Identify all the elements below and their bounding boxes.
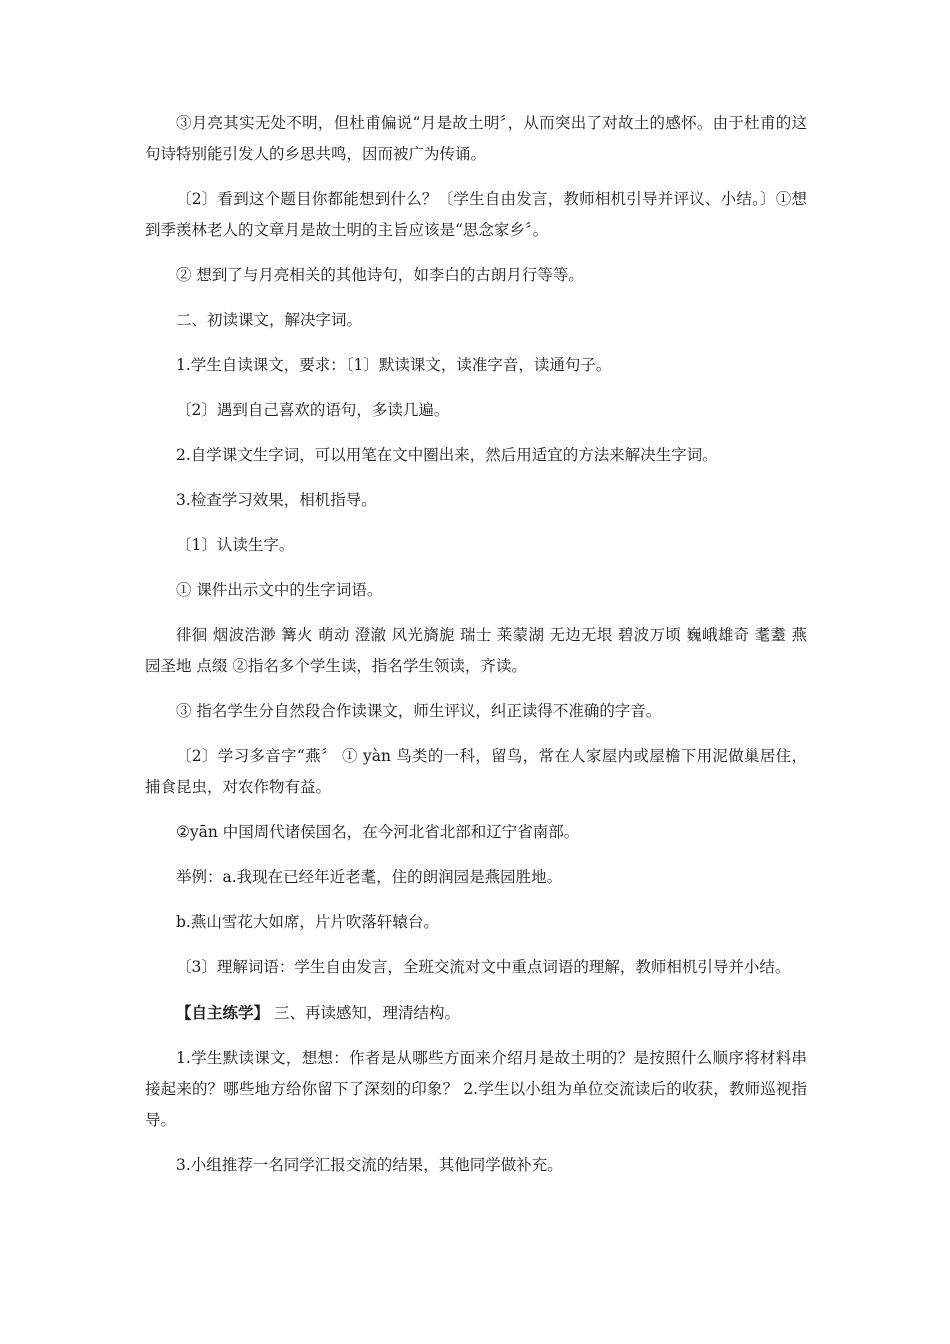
- paragraph-silent-reading: 1.学生默读课文，想想：作者是从哪些方面来介绍月是故土明的？是按照什么顺序将材料串接起来的？哪些地方给你留下了深刻的印象？ 2.学生以小组为单位交流读后的收获，教师巡视指导。: [145, 1049, 807, 1129]
- paragraph-read-characters: 〔1〕认读生字。: [176, 536, 295, 554]
- paragraph-self-reading: 1.学生自读课文，要求：〔1〕默读课文，读准字音，读通句子。: [176, 356, 612, 374]
- paragraph-yan-state: ②yān 中国周代诸侯国名，在今河北省北部和辽宁省南部。: [176, 823, 580, 841]
- paragraph-understand-words: 〔3〕理解词语：学生自由发言，全班交流对文中重点词语的理解，教师相机引导并小结。: [176, 958, 791, 976]
- section-tag: 【自主练学】: [176, 1003, 270, 1022]
- section-heading-first-reading: 二、初读课文，解决字词。: [176, 311, 363, 329]
- paragraph-favorite-sentences: 〔2〕遇到自己喜欢的语句，多读几遍。: [176, 401, 450, 419]
- document-page: [145, 108, 807, 1195]
- paragraph-self-study-words: 2.自学课文生字词，可以用笔在文中圈出来，然后用适宜的方法来解决生字词。: [176, 446, 718, 464]
- paragraph-group-reading: ③ 指名学生分自然段合作读课文，师生评议，纠正读得不准确的字音。: [176, 702, 662, 720]
- section-heading-reread: [145, 997, 807, 1029]
- paragraph-example-a: 举例：a.我现在已经年近老耄，住的朗润园是燕园胜地。: [176, 868, 563, 886]
- paragraph-polyphonic-yan: 〔2〕学习多音字“燕〞 ① yàn 鸟类的一科，留鸟，常在人家屋内或屋檐下用泥做巢居住，捕食昆虫，对农作物有益。: [145, 747, 807, 796]
- paragraph-group-report: 3.小组推荐一名同学汇报交流的结果，其他同学做补充。: [176, 1156, 563, 1174]
- paragraph-example-b: b.燕山雪花大如席，片片吹落轩辕台。: [176, 913, 439, 931]
- section-title: 三、再读感知，理清结构。: [269, 1004, 460, 1022]
- paragraph-courseware: ① 课件出示文中的生字词语。: [176, 581, 383, 599]
- paragraph-title-thoughts: 〔2〕看到这个题目你都能想到什么？〔学生自由发言，教师相机引导并评议、小结。〕①想到季羡林老人的文章月是故土明的主旨应该是“思念家乡〞。: [145, 190, 807, 239]
- paragraph-vocabulary-list: 徘徊 烟波浩渺 篝火 萌动 澄澈 风光旖旎 瑞士 莱蒙湖 无边无垠 碧波万顷 巍峨雄奇 耄耋 燕园圣地 点缀 ②指名多个学生读，指名学生领读，齐读。: [145, 626, 807, 675]
- paragraph-related-poems: ② 想到了与月亮相关的其他诗句，如李白的古朗月行等等。: [176, 266, 584, 284]
- paragraph-check-effect: 3.检查学习效果，相机指导。: [176, 491, 377, 509]
- paragraph-moon-bright: ③月亮其实无处不明，但杜甫偏说“月是故土明〞，从而突出了对故土的感怀。由于杜甫的这句诗特别能引发人的乡思共鸣，因而被广为传诵。: [145, 114, 807, 163]
